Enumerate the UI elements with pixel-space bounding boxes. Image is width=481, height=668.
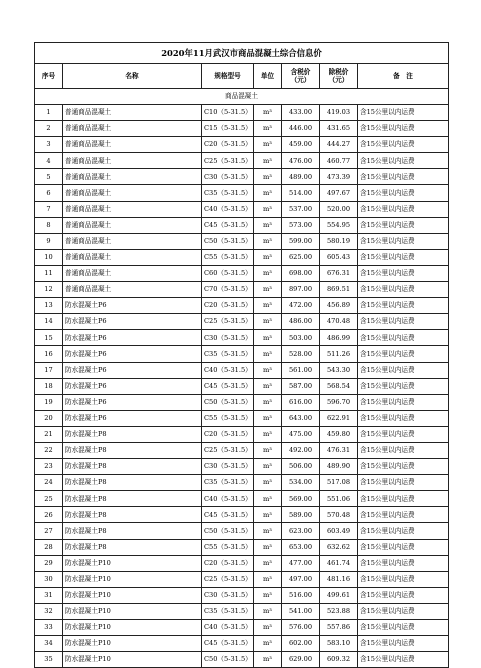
row-name: 防水混凝土P10 bbox=[63, 636, 202, 652]
table-row bbox=[35, 169, 449, 185]
row-tax-price: 459.00 bbox=[282, 137, 320, 153]
row-tax-price: 489.00 bbox=[282, 169, 320, 185]
table-row bbox=[35, 282, 449, 298]
row-name: 防水混凝土P6 bbox=[63, 410, 202, 426]
row-note: 含15公里以内运费 bbox=[358, 314, 449, 330]
row-name: 防水混凝土P6 bbox=[63, 314, 202, 330]
row-tax-price: 587.00 bbox=[282, 378, 320, 394]
row-name: 防水混凝土P8 bbox=[63, 475, 202, 491]
row-notax-price: 570.48 bbox=[320, 507, 358, 523]
row-notax-price: 596.70 bbox=[320, 394, 358, 410]
row-notax-price: 583.10 bbox=[320, 636, 358, 652]
row-note: 含15公里以内运费 bbox=[358, 620, 449, 636]
title-row bbox=[35, 43, 449, 64]
row-unit: m³ bbox=[254, 346, 282, 362]
row-spec: C15（5-31.5） bbox=[202, 121, 254, 137]
row-name: 防水混凝土P6 bbox=[63, 346, 202, 362]
row-note: 含15公里以内运费 bbox=[358, 249, 449, 265]
row-tax-price: 476.00 bbox=[282, 153, 320, 169]
row-notax-price: 470.48 bbox=[320, 314, 358, 330]
row-number: 20 bbox=[35, 410, 63, 426]
row-number: 21 bbox=[35, 426, 63, 442]
row-note: 含15公里以内运费 bbox=[358, 362, 449, 378]
row-notax-price: 557.86 bbox=[320, 620, 358, 636]
row-note: 含15公里以内运费 bbox=[358, 442, 449, 458]
row-number: 1 bbox=[35, 105, 63, 121]
header-note: 备 注 bbox=[358, 64, 449, 89]
table-row bbox=[35, 314, 449, 330]
header-spec: 规格型号 bbox=[202, 64, 254, 89]
row-notax-price: 473.39 bbox=[320, 169, 358, 185]
row-notax-price: 497.67 bbox=[320, 185, 358, 201]
table-row bbox=[35, 265, 449, 281]
row-number: 6 bbox=[35, 185, 63, 201]
row-number: 15 bbox=[35, 330, 63, 346]
row-name: 普通商品混凝土 bbox=[63, 201, 202, 217]
row-tax-price: 537.00 bbox=[282, 201, 320, 217]
row-spec: C40（5-31.5） bbox=[202, 362, 254, 378]
row-number: 19 bbox=[35, 394, 63, 410]
table-row bbox=[35, 571, 449, 587]
row-spec: C20（5-31.5） bbox=[202, 555, 254, 571]
row-number: 11 bbox=[35, 265, 63, 281]
row-number: 17 bbox=[35, 362, 63, 378]
header-row bbox=[35, 64, 449, 89]
row-number: 3 bbox=[35, 137, 63, 153]
row-spec: C30（5-31.5） bbox=[202, 587, 254, 603]
row-name: 防水混凝土P8 bbox=[63, 459, 202, 475]
row-name: 普通商品混凝土 bbox=[63, 282, 202, 298]
row-notax-price: 419.03 bbox=[320, 105, 358, 121]
row-note: 含15公里以内运费 bbox=[358, 475, 449, 491]
row-tax-price: 486.00 bbox=[282, 314, 320, 330]
row-spec: C50（5-31.5） bbox=[202, 394, 254, 410]
row-note: 含15公里以内运费 bbox=[358, 265, 449, 281]
row-note: 含15公里以内运费 bbox=[358, 652, 449, 668]
row-name: 防水混凝土P6 bbox=[63, 378, 202, 394]
table-row bbox=[35, 620, 449, 636]
row-note: 含15公里以内运费 bbox=[358, 507, 449, 523]
row-number: 18 bbox=[35, 378, 63, 394]
category-row bbox=[35, 89, 449, 105]
row-number: 35 bbox=[35, 652, 63, 668]
table-row bbox=[35, 233, 449, 249]
row-spec: C50（5-31.5） bbox=[202, 652, 254, 668]
row-unit: m³ bbox=[254, 282, 282, 298]
table-row bbox=[35, 121, 449, 137]
row-spec: C50（5-31.5） bbox=[202, 233, 254, 249]
row-note: 含15公里以内运费 bbox=[358, 282, 449, 298]
row-name: 普通商品混凝土 bbox=[63, 121, 202, 137]
table-row bbox=[35, 346, 449, 362]
row-unit: m³ bbox=[254, 507, 282, 523]
row-note: 含15公里以内运费 bbox=[358, 137, 449, 153]
table-row bbox=[35, 523, 449, 539]
row-number: 14 bbox=[35, 314, 63, 330]
row-tax-price: 528.00 bbox=[282, 346, 320, 362]
row-tax-price: 589.00 bbox=[282, 507, 320, 523]
row-name: 防水混凝土P6 bbox=[63, 298, 202, 314]
row-number: 5 bbox=[35, 169, 63, 185]
row-note: 含15公里以内运费 bbox=[358, 121, 449, 137]
row-note: 含15公里以内运费 bbox=[358, 394, 449, 410]
row-notax-price: 517.08 bbox=[320, 475, 358, 491]
row-unit: m³ bbox=[254, 137, 282, 153]
row-name: 防水混凝土P6 bbox=[63, 362, 202, 378]
row-tax-price: 643.00 bbox=[282, 410, 320, 426]
row-spec: C20（5-31.5） bbox=[202, 137, 254, 153]
row-tax-price: 602.00 bbox=[282, 636, 320, 652]
row-note: 含15公里以内运费 bbox=[358, 185, 449, 201]
row-unit: m³ bbox=[254, 442, 282, 458]
row-spec: C35（5-31.5） bbox=[202, 185, 254, 201]
row-unit: m³ bbox=[254, 394, 282, 410]
row-name: 防水混凝土P10 bbox=[63, 555, 202, 571]
row-number: 33 bbox=[35, 620, 63, 636]
row-name: 普通商品混凝土 bbox=[63, 153, 202, 169]
table-row bbox=[35, 459, 449, 475]
header-unit: 单位 bbox=[254, 64, 282, 89]
row-notax-price: 511.26 bbox=[320, 346, 358, 362]
table-body bbox=[35, 105, 449, 668]
table-row bbox=[35, 217, 449, 233]
row-notax-price: 476.31 bbox=[320, 442, 358, 458]
row-name: 普通商品混凝土 bbox=[63, 217, 202, 233]
row-unit: m³ bbox=[254, 571, 282, 587]
row-tax-price: 534.00 bbox=[282, 475, 320, 491]
row-unit: m³ bbox=[254, 217, 282, 233]
row-unit: m³ bbox=[254, 105, 282, 121]
row-tax-price: 698.00 bbox=[282, 265, 320, 281]
table-row bbox=[35, 652, 449, 668]
row-notax-price: 580.19 bbox=[320, 233, 358, 249]
header-name: 名称 bbox=[63, 64, 202, 89]
row-spec: C70（5-31.5） bbox=[202, 282, 254, 298]
row-note: 含15公里以内运费 bbox=[358, 603, 449, 619]
row-number: 2 bbox=[35, 121, 63, 137]
row-name: 防水混凝土P10 bbox=[63, 620, 202, 636]
row-unit: m³ bbox=[254, 330, 282, 346]
row-tax-price: 516.00 bbox=[282, 587, 320, 603]
row-name: 防水混凝土P10 bbox=[63, 603, 202, 619]
row-notax-price: 609.32 bbox=[320, 652, 358, 668]
row-note: 含15公里以内运费 bbox=[358, 523, 449, 539]
row-notax-price: 676.31 bbox=[320, 265, 358, 281]
row-number: 27 bbox=[35, 523, 63, 539]
table-row bbox=[35, 475, 449, 491]
table-row bbox=[35, 298, 449, 314]
row-notax-price: 481.16 bbox=[320, 571, 358, 587]
row-unit: m³ bbox=[254, 523, 282, 539]
row-unit: m³ bbox=[254, 459, 282, 475]
row-note: 含15公里以内运费 bbox=[358, 233, 449, 249]
row-note: 含15公里以内运费 bbox=[358, 378, 449, 394]
row-note: 含15公里以内运费 bbox=[358, 426, 449, 442]
row-spec: C40（5-31.5） bbox=[202, 620, 254, 636]
row-tax-price: 503.00 bbox=[282, 330, 320, 346]
row-note: 含15公里以内运费 bbox=[358, 410, 449, 426]
row-notax-price: 459.80 bbox=[320, 426, 358, 442]
row-notax-price: 456.89 bbox=[320, 298, 358, 314]
row-notax-price: 605.43 bbox=[320, 249, 358, 265]
row-notax-price: 869.51 bbox=[320, 282, 358, 298]
row-unit: m³ bbox=[254, 249, 282, 265]
row-unit: m³ bbox=[254, 362, 282, 378]
row-unit: m³ bbox=[254, 233, 282, 249]
row-tax-price: 506.00 bbox=[282, 459, 320, 475]
row-name: 普通商品混凝土 bbox=[63, 169, 202, 185]
row-note: 含15公里以内运费 bbox=[358, 330, 449, 346]
row-notax-price: 461.74 bbox=[320, 555, 358, 571]
row-tax-price: 475.00 bbox=[282, 426, 320, 442]
row-unit: m³ bbox=[254, 314, 282, 330]
table-row bbox=[35, 636, 449, 652]
table-row bbox=[35, 587, 449, 603]
row-name: 防水混凝土P10 bbox=[63, 587, 202, 603]
row-name: 普通商品混凝土 bbox=[63, 249, 202, 265]
row-tax-price: 446.00 bbox=[282, 121, 320, 137]
table-row bbox=[35, 410, 449, 426]
row-unit: m³ bbox=[254, 603, 282, 619]
row-spec: C45（5-31.5） bbox=[202, 378, 254, 394]
row-notax-price: 444.27 bbox=[320, 137, 358, 153]
row-notax-price: 554.95 bbox=[320, 217, 358, 233]
row-spec: C35（5-31.5） bbox=[202, 346, 254, 362]
row-number: 29 bbox=[35, 555, 63, 571]
row-spec: C40（5-31.5） bbox=[202, 201, 254, 217]
row-unit: m³ bbox=[254, 539, 282, 555]
row-note: 含15公里以内运费 bbox=[358, 459, 449, 475]
row-name: 防水混凝土P8 bbox=[63, 507, 202, 523]
row-unit: m³ bbox=[254, 620, 282, 636]
row-number: 25 bbox=[35, 491, 63, 507]
row-unit: m³ bbox=[254, 555, 282, 571]
row-spec: C20（5-31.5） bbox=[202, 426, 254, 442]
row-name: 防水混凝土P6 bbox=[63, 330, 202, 346]
table-row bbox=[35, 555, 449, 571]
row-tax-price: 433.00 bbox=[282, 105, 320, 121]
row-tax-price: 472.00 bbox=[282, 298, 320, 314]
row-name: 防水混凝土P10 bbox=[63, 571, 202, 587]
table-row bbox=[35, 426, 449, 442]
row-number: 34 bbox=[35, 636, 63, 652]
row-number: 26 bbox=[35, 507, 63, 523]
row-tax-price: 653.00 bbox=[282, 539, 320, 555]
row-note: 含15公里以内运费 bbox=[358, 539, 449, 555]
category-label: 商品混凝土 bbox=[35, 89, 449, 105]
table-row bbox=[35, 603, 449, 619]
row-notax-price: 520.00 bbox=[320, 201, 358, 217]
row-notax-price: 499.61 bbox=[320, 587, 358, 603]
row-tax-price: 576.00 bbox=[282, 620, 320, 636]
row-unit: m³ bbox=[254, 426, 282, 442]
row-unit: m³ bbox=[254, 410, 282, 426]
row-name: 防水混凝土P8 bbox=[63, 442, 202, 458]
table-row bbox=[35, 153, 449, 169]
row-note: 含15公里以内运费 bbox=[358, 217, 449, 233]
row-spec: C55（5-31.5） bbox=[202, 249, 254, 265]
row-spec: C25（5-31.5） bbox=[202, 442, 254, 458]
row-unit: m³ bbox=[254, 201, 282, 217]
row-notax-price: 460.77 bbox=[320, 153, 358, 169]
row-spec: C55（5-31.5） bbox=[202, 539, 254, 555]
table-row bbox=[35, 330, 449, 346]
row-spec: C30（5-31.5） bbox=[202, 330, 254, 346]
table-row bbox=[35, 507, 449, 523]
row-name: 普通商品混凝土 bbox=[63, 185, 202, 201]
row-notax-price: 603.49 bbox=[320, 523, 358, 539]
price-sheet bbox=[34, 42, 448, 668]
row-tax-price: 625.00 bbox=[282, 249, 320, 265]
row-notax-price: 523.88 bbox=[320, 603, 358, 619]
header-tax-price: 含税价（元） bbox=[282, 64, 320, 89]
row-unit: m³ bbox=[254, 185, 282, 201]
row-unit: m³ bbox=[254, 298, 282, 314]
row-number: 9 bbox=[35, 233, 63, 249]
row-note: 含15公里以内运费 bbox=[358, 298, 449, 314]
row-note: 含15公里以内运费 bbox=[358, 153, 449, 169]
row-name: 普通商品混凝土 bbox=[63, 105, 202, 121]
row-number: 24 bbox=[35, 475, 63, 491]
table-row bbox=[35, 185, 449, 201]
header-notax-price: 除税价（元） bbox=[320, 64, 358, 89]
table-row bbox=[35, 394, 449, 410]
row-unit: m³ bbox=[254, 169, 282, 185]
row-tax-price: 599.00 bbox=[282, 233, 320, 249]
row-number: 8 bbox=[35, 217, 63, 233]
table-row bbox=[35, 442, 449, 458]
row-spec: C40（5-31.5） bbox=[202, 491, 254, 507]
row-number: 32 bbox=[35, 603, 63, 619]
row-number: 13 bbox=[35, 298, 63, 314]
row-note: 含15公里以内运费 bbox=[358, 491, 449, 507]
row-tax-price: 623.00 bbox=[282, 523, 320, 539]
row-note: 含15公里以内运费 bbox=[358, 636, 449, 652]
row-notax-price: 551.06 bbox=[320, 491, 358, 507]
table-row bbox=[35, 249, 449, 265]
row-tax-price: 897.00 bbox=[282, 282, 320, 298]
row-note: 含15公里以内运费 bbox=[358, 346, 449, 362]
row-number: 16 bbox=[35, 346, 63, 362]
row-unit: m³ bbox=[254, 265, 282, 281]
row-unit: m³ bbox=[254, 587, 282, 603]
row-spec: C30（5-31.5） bbox=[202, 169, 254, 185]
row-note: 含15公里以内运费 bbox=[358, 555, 449, 571]
row-note: 含15公里以内运费 bbox=[358, 105, 449, 121]
row-unit: m³ bbox=[254, 491, 282, 507]
row-name: 防水混凝土P8 bbox=[63, 426, 202, 442]
row-tax-price: 561.00 bbox=[282, 362, 320, 378]
row-spec: C55（5-31.5） bbox=[202, 410, 254, 426]
row-tax-price: 514.00 bbox=[282, 185, 320, 201]
row-spec: C25（5-31.5） bbox=[202, 571, 254, 587]
row-name: 普通商品混凝土 bbox=[63, 137, 202, 153]
row-spec: C35（5-31.5） bbox=[202, 603, 254, 619]
row-number: 30 bbox=[35, 571, 63, 587]
row-spec: C20（5-31.5） bbox=[202, 298, 254, 314]
row-spec: C60（5-31.5） bbox=[202, 265, 254, 281]
row-spec: C45（5-31.5） bbox=[202, 507, 254, 523]
row-number: 28 bbox=[35, 539, 63, 555]
row-unit: m³ bbox=[254, 636, 282, 652]
row-spec: C30（5-31.5） bbox=[202, 459, 254, 475]
price-table bbox=[34, 42, 449, 668]
row-number: 4 bbox=[35, 153, 63, 169]
row-number: 31 bbox=[35, 587, 63, 603]
row-tax-price: 492.00 bbox=[282, 442, 320, 458]
row-unit: m³ bbox=[254, 153, 282, 169]
row-note: 含15公里以内运费 bbox=[358, 201, 449, 217]
row-name: 防水混凝土P6 bbox=[63, 394, 202, 410]
row-spec: C45（5-31.5） bbox=[202, 636, 254, 652]
row-number: 7 bbox=[35, 201, 63, 217]
row-spec: C45（5-31.5） bbox=[202, 217, 254, 233]
row-notax-price: 489.90 bbox=[320, 459, 358, 475]
row-tax-price: 573.00 bbox=[282, 217, 320, 233]
row-name: 防水混凝土P8 bbox=[63, 491, 202, 507]
table-row bbox=[35, 539, 449, 555]
row-notax-price: 622.91 bbox=[320, 410, 358, 426]
row-number: 23 bbox=[35, 459, 63, 475]
row-spec: C50（5-31.5） bbox=[202, 523, 254, 539]
row-note: 含15公里以内运费 bbox=[358, 571, 449, 587]
row-notax-price: 431.65 bbox=[320, 121, 358, 137]
table-row bbox=[35, 378, 449, 394]
row-number: 22 bbox=[35, 442, 63, 458]
row-unit: m³ bbox=[254, 475, 282, 491]
row-number: 12 bbox=[35, 282, 63, 298]
table-row bbox=[35, 201, 449, 217]
row-tax-price: 616.00 bbox=[282, 394, 320, 410]
row-unit: m³ bbox=[254, 378, 282, 394]
row-name: 普通商品混凝土 bbox=[63, 233, 202, 249]
row-note: 含15公里以内运费 bbox=[358, 587, 449, 603]
row-tax-price: 477.00 bbox=[282, 555, 320, 571]
row-name: 防水混凝土P10 bbox=[63, 652, 202, 668]
row-spec: C10（5-31.5） bbox=[202, 105, 254, 121]
row-name: 防水混凝土P8 bbox=[63, 539, 202, 555]
row-unit: m³ bbox=[254, 652, 282, 668]
row-tax-price: 569.00 bbox=[282, 491, 320, 507]
row-notax-price: 486.99 bbox=[320, 330, 358, 346]
table-row bbox=[35, 137, 449, 153]
header-no: 序号 bbox=[35, 64, 63, 89]
row-note: 含15公里以内运费 bbox=[358, 169, 449, 185]
row-spec: C25（5-31.5） bbox=[202, 314, 254, 330]
row-name: 防水混凝土P8 bbox=[63, 523, 202, 539]
row-notax-price: 632.62 bbox=[320, 539, 358, 555]
document-title: 2020年11月武汉市商品混凝土综合信息价 bbox=[35, 43, 449, 64]
table-row bbox=[35, 491, 449, 507]
row-tax-price: 497.00 bbox=[282, 571, 320, 587]
row-notax-price: 543.30 bbox=[320, 362, 358, 378]
row-spec: C35（5-31.5） bbox=[202, 475, 254, 491]
table-row bbox=[35, 105, 449, 121]
row-unit: m³ bbox=[254, 121, 282, 137]
row-spec: C25（5-31.5） bbox=[202, 153, 254, 169]
table-row bbox=[35, 362, 449, 378]
row-notax-price: 568.54 bbox=[320, 378, 358, 394]
row-tax-price: 541.00 bbox=[282, 603, 320, 619]
row-number: 10 bbox=[35, 249, 63, 265]
row-name: 普通商品混凝土 bbox=[63, 265, 202, 281]
row-tax-price: 629.00 bbox=[282, 652, 320, 668]
